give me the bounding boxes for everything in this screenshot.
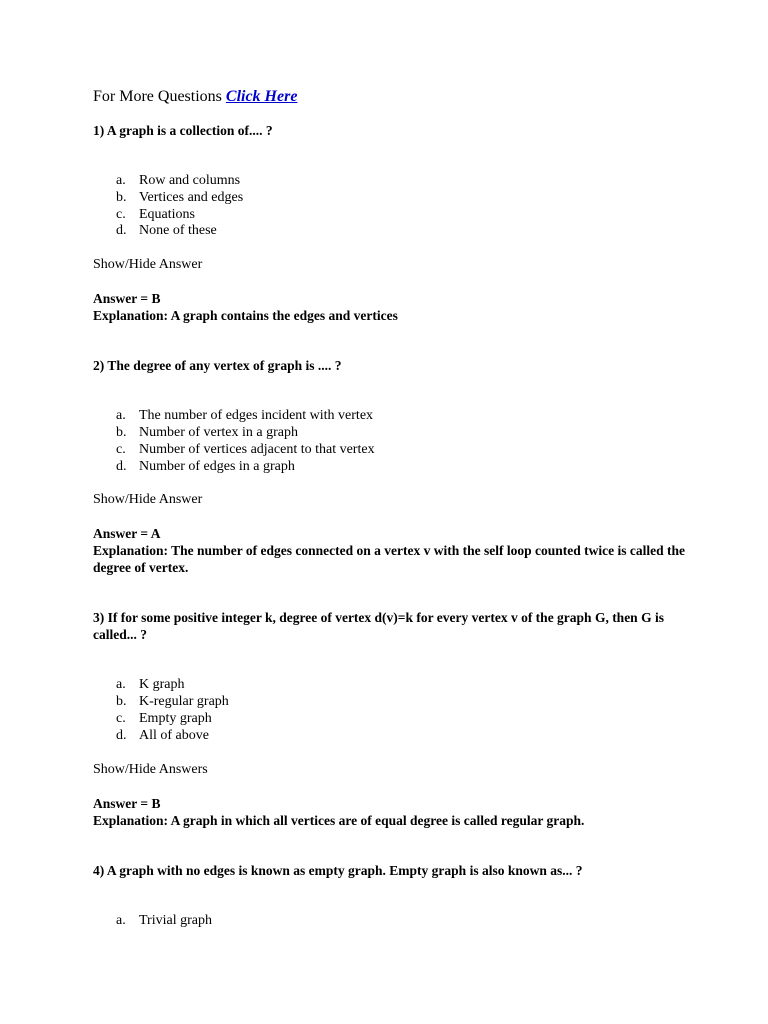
options-list: [93, 677, 693, 744]
option-item: [93, 425, 693, 442]
click-here-link[interactable]: Click Here: [225, 88, 298, 105]
option-item: [93, 694, 693, 711]
options-list: [93, 913, 693, 930]
option-letter: a.: [116, 173, 126, 188]
show-hide-answer-toggle[interactable]: Show/Hide Answer: [93, 492, 203, 508]
option-letter: a.: [116, 677, 126, 693]
question-block-3: [93, 609, 693, 828]
more-questions-header: [93, 86, 693, 108]
option-item: [93, 677, 693, 694]
question-block-2: [93, 357, 693, 576]
option-text: Trivial graph: [139, 912, 212, 928]
option-letter: b.: [116, 694, 127, 710]
option-text: All of above: [139, 727, 209, 743]
question-block-1: [93, 122, 693, 324]
options-list: [93, 173, 693, 240]
options-list: [93, 408, 693, 475]
option-letter: c.: [116, 710, 126, 726]
option-item: [93, 913, 693, 930]
show-hide-answer-toggle[interactable]: Show/Hide Answer: [93, 257, 203, 273]
option-letter: d.: [116, 727, 127, 743]
option-item: [93, 173, 693, 190]
option-text: Row and columns: [139, 173, 241, 188]
option-text: Equations: [139, 206, 195, 222]
option-letter: a.: [116, 408, 126, 424]
explanation-text: Explanation: A graph in which all vertices are of equal degree is called regular graph.: [93, 812, 585, 828]
explanation-text: Explanation: A graph contains the edges and vertices: [93, 308, 398, 324]
option-text: The number of edges incident with vertex: [139, 408, 374, 424]
question-text: 2) The degree of any vertex of graph is .... ?: [93, 358, 342, 374]
explanation-text: Explanation: The number of edges connected on a vertex v with the self loop counted twice is called the degree of vertex.: [93, 543, 685, 576]
question-text: 3) If for some positive integer k, degree of vertex d(v)=k for every vertex v of the graph G, then G is called... ?: [93, 610, 664, 643]
document-page: [93, 86, 693, 929]
option-letter: d.: [116, 223, 127, 239]
option-text: None of these: [139, 223, 217, 239]
option-item: [93, 711, 693, 728]
answer-text: Answer = B: [93, 795, 161, 811]
option-letter: a.: [116, 912, 126, 928]
option-text: Number of vertices adjacent to that vertex: [139, 441, 375, 457]
option-item: [93, 190, 693, 207]
option-item: [93, 459, 693, 476]
show-hide-answer-toggle[interactable]: Show/Hide Answers: [93, 761, 208, 777]
question-block-4: [93, 862, 693, 930]
option-text: K graph: [139, 677, 185, 693]
option-item: [93, 442, 693, 459]
option-item: [93, 408, 693, 425]
header-prefix: For More Questions: [93, 88, 222, 105]
option-letter: d.: [116, 458, 127, 474]
option-item: [93, 223, 693, 240]
option-text: K-regular graph: [139, 694, 229, 710]
answer-text: Answer = B: [93, 291, 161, 307]
option-letter: b.: [116, 189, 127, 205]
option-text: Number of vertex in a graph: [139, 424, 298, 440]
option-letter: c.: [116, 206, 126, 222]
option-text: Vertices and edges: [139, 189, 244, 205]
option-text: Empty graph: [139, 710, 212, 726]
answer-text: Answer = A: [93, 526, 161, 542]
option-text: Number of edges in a graph: [139, 458, 295, 474]
option-item: [93, 728, 693, 745]
option-item: [93, 207, 693, 224]
option-letter: b.: [116, 424, 127, 440]
question-text: 1) A graph is a collection of.... ?: [93, 123, 273, 138]
option-letter: c.: [116, 441, 126, 457]
question-text: 4) A graph with no edges is known as empty graph. Empty graph is also known as... ?: [93, 862, 583, 878]
